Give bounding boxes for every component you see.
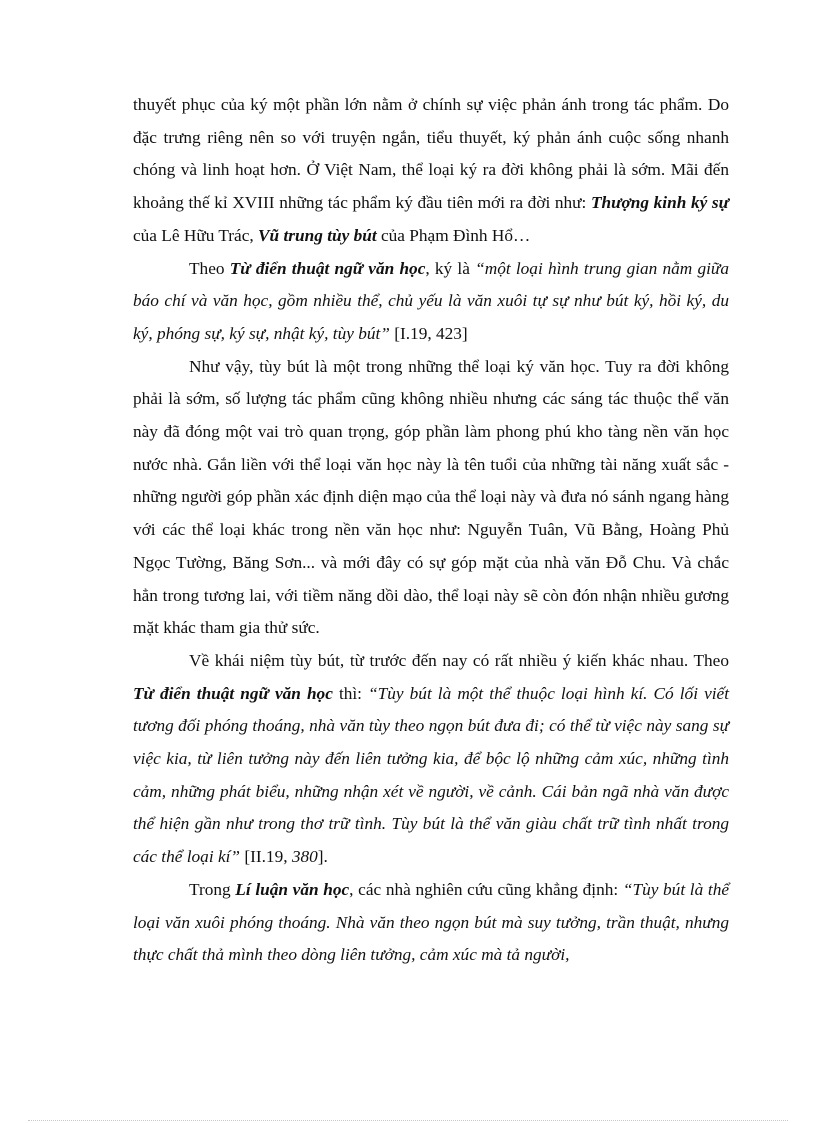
- text-run: của Lê Hữu Trác,: [133, 225, 259, 245]
- citation-page: 380: [291, 847, 318, 867]
- document-page: [133, 89, 729, 972]
- reference-title: Từ điển thuật ngữ văn học: [133, 683, 333, 703]
- book-title-vu-trung-tuy-but: Vũ trung tùy bút: [258, 225, 377, 245]
- reference-title: Từ điển thuật ngữ văn học: [229, 258, 426, 278]
- paragraph-tuy-but-concept: [133, 645, 729, 874]
- paragraph-ky-origin: [133, 89, 729, 253]
- quotation: “Tùy bút là một thể thuộc loại hình kí. Có lối viết tương đối phóng thoáng, nhà văn tùy theo ngọn bút đưa đi; có thể từ việc này sang sự việc kia, từ liên tưởng này đến liên tưởng kia, để bộc lộ những cảm xúc, những tình cảm, những phát biểu, những nhận xét về người, về cảnh. Cái bản ngã nhà văn được thể hiện gần như trong thơ trữ tình. Tùy bút là thể văn giàu chất trữ tình nhất trong các thể loại kí”: [133, 683, 730, 867]
- text-run: thuyết phục của ký một phần lớn nằm ở chính sự việc phản ánh trong tác phẩm. Do đặc trưng riêng nên so với truyện ngắn, tiểu thuyết, ký phản ánh cuộc sống nhanh chóng và linh hoạt hơn. Ở Việt Nam, thể loại ký ra đời không phải là sớm. Mãi đến khoảng thế kỉ XVIII những tác phẩm ký đầu tiên mới ra đời như:: [133, 95, 729, 213]
- page-bottom-divider: [28, 1120, 788, 1121]
- text-run: Theo: [189, 258, 230, 278]
- text-run: Trong: [189, 879, 236, 899]
- quotation: “Tùy bút là thể loại văn xuôi phóng thoáng. Nhà văn theo ngọn bút mà suy tưởng, trần thuật, nhưng thực chất thả mình theo dòng liên tưởng, cảm xúc mà tả người,: [133, 879, 730, 965]
- reference-title: Lí luận văn học: [235, 879, 350, 899]
- text-run: thì:: [332, 683, 369, 703]
- text-run: , các nhà nghiên cứu cũng khẳng định:: [349, 879, 623, 899]
- text-run: , ký là: [425, 258, 476, 278]
- paragraph-tuy-but-role: [133, 351, 729, 645]
- citation: ].: [317, 847, 328, 867]
- paragraph-ky-definition: [133, 253, 729, 351]
- citation: [II.19,: [240, 847, 292, 867]
- book-title-thuong-kinh-ky-su: Thượng kinh ký sự: [590, 193, 729, 213]
- citation: [I.19, 423]: [389, 323, 468, 343]
- text-run: Về khái niệm tùy bút, từ trước đến nay có rất nhiều ý kiến khác nhau. Theo: [189, 650, 729, 670]
- quotation: “một loại hình trung gian nằm giữa báo chí và văn học, gồm nhiều thể, chủ yếu là văn xuôi tự sự như bút ký, hồi ký, du ký, phóng sự, ký sự, nhật ký, tùy bút”: [133, 258, 729, 343]
- text-run: của Phạm Đình Hổ…: [376, 225, 531, 245]
- text-run: Như vậy, tùy bút là một trong những thể loại ký văn học. Tuy ra đời không phải là sớm, số lượng tác phẩm cũng không nhiều nhưng các sáng tác thuộc thể văn này đã đóng một vai trò quan trọng, góp phần làm phong phú kho tàng nền văn học nước nhà. Gắn liền với thể loại văn học này là tên tuổi của những tài năng xuất sắc - những người góp phần xác định diện mạo của thể loại này và đưa nó sánh ngang hàng với các thể loại khác trong nền văn học như: Nguyễn Tuân, Vũ Bằng, Hoàng Phủ Ngọc Tường, Băng Sơn... và mới đây có sự góp mặt của nhà văn Đỗ Chu. Và chắc hẳn trong tương lai, với tiềm năng dồi dào, thể loại này sẽ còn đón nhận nhiều gương mặt khác tham gia thử sức.: [133, 356, 729, 638]
- paragraph-li-luan: [133, 874, 729, 972]
